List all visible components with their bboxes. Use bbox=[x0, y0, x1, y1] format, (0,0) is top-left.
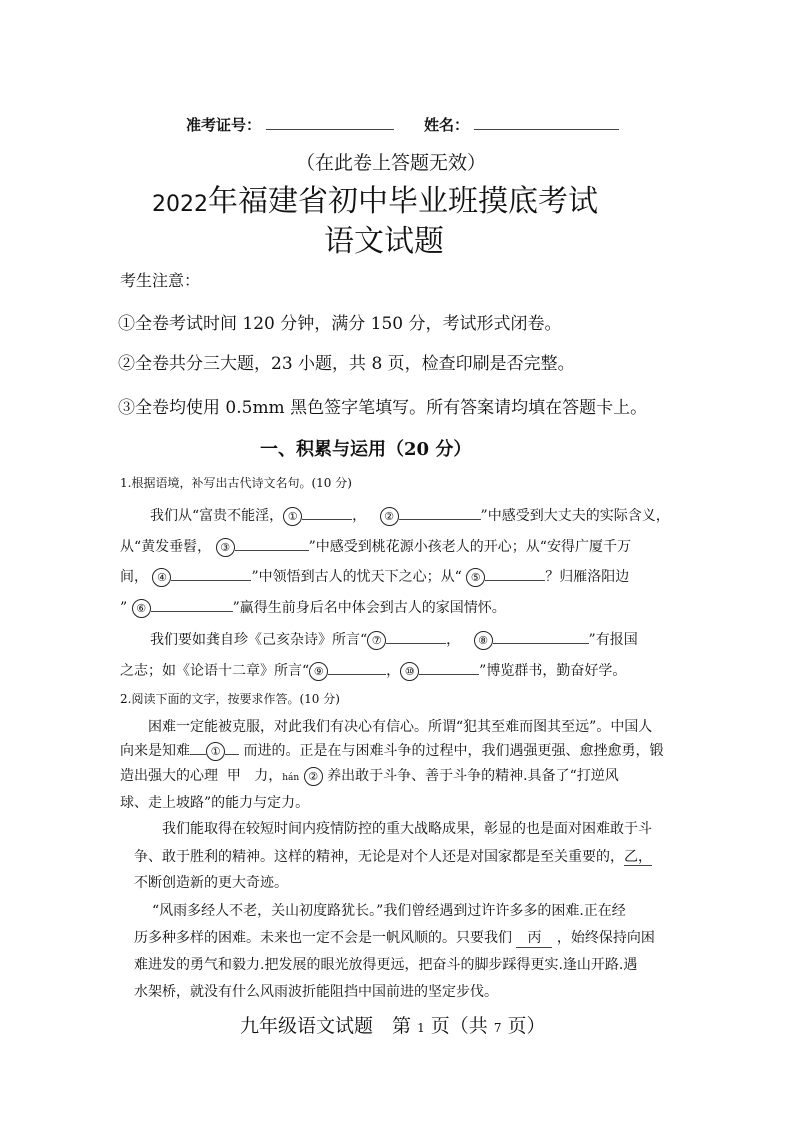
instruction-num-2: ② bbox=[118, 354, 135, 374]
answer-blank-5 bbox=[485, 566, 545, 581]
q1-l1c: ”中感受到大丈夫的实际含义， bbox=[480, 508, 670, 524]
q1-l5a: 我们要如龚自珍《己亥杂诗》所言“ bbox=[150, 632, 368, 648]
q2-blank-mark-1: ① bbox=[206, 742, 225, 761]
q1-l5b: ， bbox=[446, 632, 461, 648]
blank-mark-1: ① bbox=[283, 507, 302, 526]
blank-mark-9: ⑨ bbox=[309, 662, 328, 681]
footer-total-pages: 7 bbox=[493, 1021, 502, 1035]
q1-l6b: ， bbox=[386, 663, 401, 679]
name-row bbox=[424, 114, 619, 135]
q2-p1-line-2 bbox=[120, 740, 663, 761]
blank-mark-7: ⑦ bbox=[367, 631, 386, 650]
q1-l2b: ”中感受到桃花源小孩老人的开心；从“安得广厦千万 bbox=[308, 539, 631, 555]
footer-page-number: 1 bbox=[417, 1021, 425, 1035]
q1-line-1 bbox=[150, 505, 670, 526]
exam-id-blank bbox=[266, 115, 394, 130]
q1-l3a: 间， bbox=[120, 569, 148, 585]
q2-p1l3c: 养出敢于斗争、善于斗争的精神.具备了“打逆风 bbox=[327, 768, 619, 784]
exam-id-label: 准考证号： bbox=[186, 116, 262, 134]
instructions-title: 考生注意： bbox=[120, 271, 201, 290]
instruction-num-1: ① bbox=[118, 314, 135, 334]
q1-l2a: 从“黄发垂髫， bbox=[120, 539, 212, 555]
answer-blank-3 bbox=[235, 536, 309, 551]
blank-mark-10: ⑩ bbox=[400, 662, 419, 681]
title-year: 2022 bbox=[152, 192, 208, 217]
answer-blank-2 bbox=[399, 505, 481, 520]
q2-p1l2a: 向来是知难 bbox=[120, 743, 190, 759]
exam-id-row bbox=[186, 114, 394, 135]
q2-p1l3a: 造出强大的心理 bbox=[120, 768, 218, 784]
answer-blank-6 bbox=[151, 597, 233, 612]
answer-blank-8 bbox=[493, 629, 589, 644]
q2-p1-line-4: 球、走上坡路”的能力与定力。 bbox=[120, 795, 310, 811]
q1-line-4 bbox=[120, 597, 506, 618]
instruction-item-2 bbox=[118, 349, 575, 374]
q1-l1a: 我们从“富贵不能淫， bbox=[150, 508, 284, 524]
q2-p3-line-4: 水架桥，就没有什么风雨波折能阻挡中国前进的坚定步伐。 bbox=[134, 984, 498, 1000]
instruction-item-3 bbox=[118, 393, 647, 418]
blank-mark-6: ⑥ bbox=[132, 599, 151, 618]
instruction-text-1: 全卷考试时间 120 分钟，满分 150 分，考试形式闭卷。 bbox=[135, 314, 562, 334]
q1-prompt: 1.根据语境，补写出古代诗文名句。(10 分) bbox=[120, 476, 352, 490]
q1-line-6 bbox=[120, 660, 626, 681]
answer-blank-7 bbox=[386, 629, 446, 644]
q1-line-5 bbox=[150, 629, 638, 650]
notice-text: （在此卷上答题无效） bbox=[296, 152, 487, 174]
blank-mark-5: ⑤ bbox=[466, 568, 485, 587]
footer-text-c: 页） bbox=[507, 1015, 546, 1037]
q1-line-3 bbox=[120, 566, 629, 587]
q2-p1l2b: 而进的。正是在与困难斗争的过程中，我们遇强更强、愈挫愈勇，锻 bbox=[243, 743, 664, 759]
instruction-text-3: 全卷均使用 0.5mm 黑色签字笔填写。所有答案请均填在答题卡上。 bbox=[135, 398, 648, 418]
q2-p3l2b: ，始终保持向困 bbox=[556, 930, 655, 946]
q1-l3c: ？归雁洛阳边 bbox=[545, 569, 630, 585]
q2-p1-line-3 bbox=[120, 765, 619, 786]
answer-blank-q2-1b bbox=[225, 740, 239, 755]
instruction-text-2: 全卷共分三大题，23 小题，共 8 页，检查印刷是否完整。 bbox=[135, 354, 575, 374]
q2-p2l2a: 争、敢于胜利的精神。这样的精神，无论是对个人还是对国家都是至关重要的， bbox=[134, 849, 624, 865]
q1-l3b: ”中领悟到古人的忧天下之心；从“ bbox=[251, 569, 462, 585]
name-label: 姓名： bbox=[424, 116, 470, 134]
q1-l4b: ”赢得生前身后名中体会到古人的家国情怀。 bbox=[232, 600, 506, 616]
page-footer bbox=[240, 1011, 546, 1038]
main-title bbox=[152, 176, 598, 220]
instruction-item-1 bbox=[118, 309, 562, 334]
footer-text-a: 九年级语文试题 第 bbox=[240, 1015, 412, 1037]
q2-prompt: 2.阅读下面的文字，按要求作答。(10 分) bbox=[120, 692, 340, 706]
q1-l6c: ”博览群书，勤奋好学。 bbox=[479, 663, 627, 679]
q1-line-2 bbox=[120, 536, 631, 557]
blank-mark-4: ④ bbox=[152, 568, 171, 587]
q2-p2-line-3: 不断创造新的更大奇迹。 bbox=[134, 875, 288, 891]
q1-l5c: ”有报国 bbox=[588, 632, 638, 648]
blank-mark-8: ⑧ bbox=[474, 631, 493, 650]
q2-p3-line-1: “风雨多经人不老，关山初度路犹长。”我们曾经遇到过许许多多的困难.正在经 bbox=[152, 903, 626, 919]
q2-p1l3b: 力， bbox=[254, 768, 283, 784]
blank-mark-2: ② bbox=[380, 507, 399, 526]
q1-l6a: 之志；如《论语十二章》所言“ bbox=[120, 663, 310, 679]
instruction-num-3: ③ bbox=[118, 398, 135, 418]
answer-blank-q2-1a bbox=[190, 740, 206, 755]
answer-blank-1 bbox=[302, 505, 352, 520]
subtitle: 语文试题 bbox=[324, 224, 444, 259]
answer-blank-9 bbox=[328, 660, 386, 675]
q2-pinyin: hán bbox=[282, 773, 300, 783]
q2-p3-line-3: 难进发的勇气和毅力.把发展的眼光放得更远，把奋斗的脚步踩得更实.逢山开路.遇 bbox=[134, 957, 638, 973]
q2-mark-bing: 丙 bbox=[516, 927, 552, 948]
blank-mark-3: ③ bbox=[216, 538, 235, 557]
q2-p2-line-1: 我们能取得在较短时间内疫情防控的重大战略成果，彰显的也是面对困难敢于斗 bbox=[162, 821, 652, 837]
answer-blank-10 bbox=[419, 660, 479, 675]
section1-heading: 一、积累与运用（20 分） bbox=[260, 439, 472, 460]
q2-mark-yi: 乙， bbox=[624, 849, 652, 865]
q2-p1-line-1: 困难一定能被克服，对此我们有决心有信心。所谓“犯其至难而图其至远”。中国人 bbox=[148, 719, 653, 735]
q2-blank-mark-2: ② bbox=[304, 767, 323, 786]
q2-p2-line-2 bbox=[134, 846, 652, 866]
q1-l4a: ” bbox=[120, 600, 128, 616]
footer-text-b: 页（共 bbox=[430, 1015, 488, 1037]
q1-l1b: ， bbox=[352, 508, 367, 524]
title-rest: 年福建省初中毕业班摸底考试 bbox=[208, 184, 598, 219]
q2-mark-jia: 甲 bbox=[226, 768, 241, 784]
answer-blank-4 bbox=[171, 566, 251, 581]
q2-p3-line-2 bbox=[134, 927, 655, 948]
name-blank bbox=[474, 115, 619, 130]
q2-p3l2a: 历多种多样的困难。未来也一定不会是一帆风顺的。只要我们 bbox=[134, 930, 512, 946]
